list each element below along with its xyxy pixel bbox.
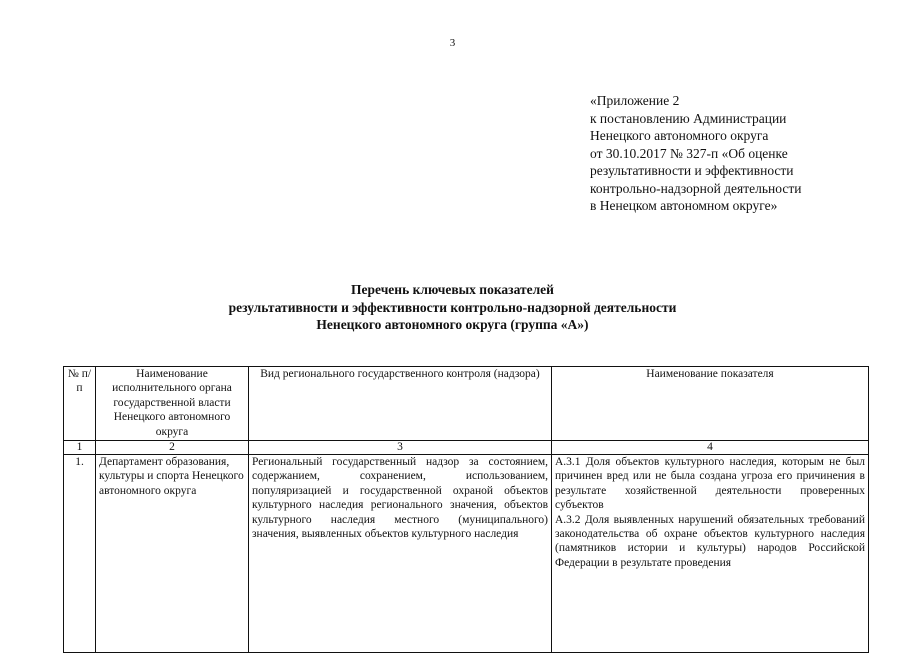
page-number: 3 bbox=[449, 37, 456, 49]
header-cell-agency: Наименование исполнительного органа государственной власти Ненецкого автономного округа bbox=[96, 367, 249, 441]
header-cell-number: № п/п bbox=[64, 367, 96, 441]
appendix-line: Ненецкого автономного округа bbox=[590, 128, 769, 143]
header-cell-control-type: Вид регионального государственного контроля (надзора) bbox=[249, 367, 552, 441]
indicator-item: А.3.2 Доля выявленных нарушений обязательных требований законодательства об охране объектов культурного наследия (памятников истории и культуры) народов Российской Федерации в результате проведения bbox=[555, 513, 865, 569]
indicators-table bbox=[63, 366, 869, 653]
row-indicators bbox=[552, 455, 869, 653]
indicator-item: А.3.1 Доля объектов культурного наследия, которым не был причинен вред или не была создана угроза его причинения в результате хозяйственной деятельности проверенных субъектов bbox=[555, 456, 865, 512]
row-agency: Департамент образования, культуры и спорта Ненецкого автономного округа bbox=[96, 455, 249, 653]
column-number: 1 bbox=[64, 441, 96, 455]
column-number: 2 bbox=[96, 441, 249, 455]
appendix-line: результативности и эффективности bbox=[590, 163, 794, 178]
row-number: 1. bbox=[64, 455, 96, 653]
column-number: 4 bbox=[552, 441, 869, 455]
appendix-note bbox=[590, 92, 801, 215]
header-cell-indicator: Наименование показателя bbox=[552, 367, 869, 441]
appendix-line: к постановлению Администрации bbox=[590, 110, 787, 126]
table-row bbox=[64, 455, 869, 653]
column-number: 3 bbox=[249, 441, 552, 455]
table-header-row bbox=[64, 367, 869, 441]
appendix-line: контрольно-надзорной деятельности bbox=[590, 180, 802, 196]
row-control-type: Региональный государственный надзор за состоянием, содержанием, сохранением, использованием, популяризацией и государственной охраной объектов культурного наследия регионального значения, объектов культурного наследия местного (муниципального) значения, выявленных объектов культурного наследия bbox=[249, 455, 552, 653]
document-title bbox=[0, 281, 905, 334]
title-line: результативности и эффективности контрольно-надзорной деятельности bbox=[228, 299, 677, 315]
appendix-line: «Приложение 2 bbox=[590, 93, 680, 108]
title-line: Ненецкого автономного округа (группа «А») bbox=[316, 317, 589, 332]
title-line: Перечень ключевых показателей bbox=[351, 282, 554, 297]
appendix-line: в Ненецком автономном округе» bbox=[590, 198, 778, 213]
appendix-line: от 30.10.2017 № 327-п «Об оценке bbox=[590, 145, 788, 161]
column-number-row bbox=[64, 441, 869, 455]
